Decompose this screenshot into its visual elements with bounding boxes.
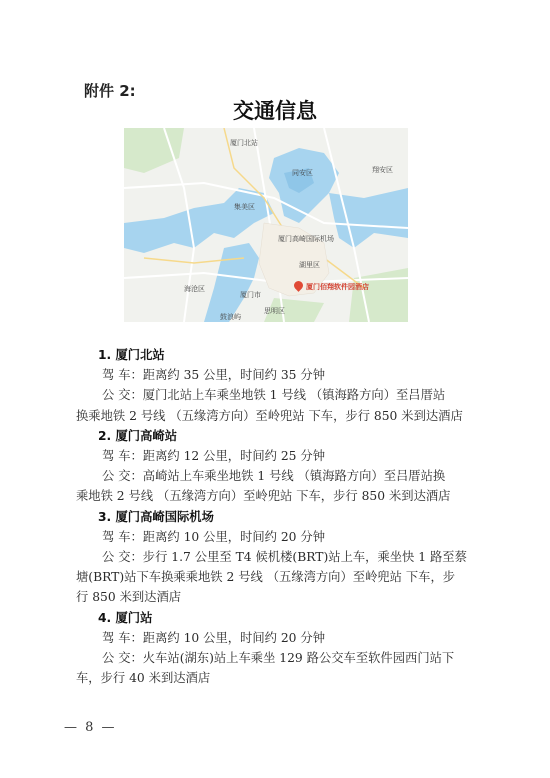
map-label-gulangyu: 鼓浪屿 xyxy=(220,313,241,321)
map-label-haicang: 海沧区 xyxy=(184,285,205,293)
map-label-huli: 湖里区 xyxy=(299,261,320,269)
bus-info-line: 乘地铁 2 号线 （五缘湾方向）至岭兜站 下车，步行 850 米到达酒店 xyxy=(76,489,451,504)
section-xiamen-north xyxy=(76,345,476,426)
bus-info-line: 塘(BRT)站下车换乘乘地铁 2 号线 （五缘湾方向）至岭兜站 下车，步 xyxy=(76,570,456,585)
section-gaoqi-airport xyxy=(76,507,476,608)
attachment-label: 附件 2: xyxy=(84,82,136,100)
map-label-jimei: 集美区 xyxy=(234,203,255,211)
bus-info-line: 公 交：厦门北站上车乘坐地铁 1 号线 （镇海路方向）至吕厝站 xyxy=(102,388,446,403)
transport-info xyxy=(76,345,476,688)
section-heading: 3. 厦门高崎国际机场 xyxy=(98,509,214,524)
drive-info: 驾 车：距离约 10 公里，时间约 20 分钟 xyxy=(102,529,325,544)
map-label-jimei-station: 厦门北站 xyxy=(230,139,258,147)
map-label-tongan: 同安区 xyxy=(292,169,313,177)
bus-info-line: 公 交：高崎站上车乘坐地铁 1 号线 （镇海路方向）至吕厝站换 xyxy=(102,469,446,484)
page-title: 交通信息 xyxy=(233,99,317,123)
bus-info-line: 公 交：火车站(湖东)站上车乘坐 129 路公交车至软件园西门站下 xyxy=(102,651,455,666)
bus-info-line: 换乘地铁 2 号线 （五缘湾方向）至岭兜站 下车，步行 850 米到达酒店 xyxy=(76,408,463,423)
drive-info: 驾 车：距离约 35 公里，时间约 35 分钟 xyxy=(102,368,325,383)
bus-info-line: 公 交：步行 1.7 公里至 T4 候机楼(BRT)站上车，乘坐快 1 路至蔡 xyxy=(102,550,467,565)
map-label-gaoqi: 厦门高崎国际机场 xyxy=(278,235,334,243)
section-gaoqi-station xyxy=(76,426,476,507)
section-heading: 2. 厦门高崎站 xyxy=(98,428,177,443)
drive-info: 驾 车：距离约 12 公里，时间约 25 分钟 xyxy=(102,449,325,464)
page-number: — 8 — xyxy=(64,720,117,735)
bus-info-line: 行 850 米到达酒店 xyxy=(76,590,182,605)
map-label-hotel: 厦门佰翔软件园酒店 xyxy=(306,283,369,291)
section-heading: 1. 厦门北站 xyxy=(98,348,165,362)
map-label-xiamen: 厦门市 xyxy=(240,291,261,299)
section-heading: 4. 厦门站 xyxy=(98,610,153,625)
drive-info: 驾 车：距离约 10 公里，时间约 20 分钟 xyxy=(102,630,325,645)
transport-map xyxy=(124,128,408,322)
map-label-xiangan: 翔安区 xyxy=(372,166,393,174)
section-xiamen-station xyxy=(76,608,476,689)
bus-info-line: 车，步行 40 米到达酒店 xyxy=(76,671,211,686)
map-graphic xyxy=(124,128,408,322)
map-label-siming: 思明区 xyxy=(264,307,285,315)
